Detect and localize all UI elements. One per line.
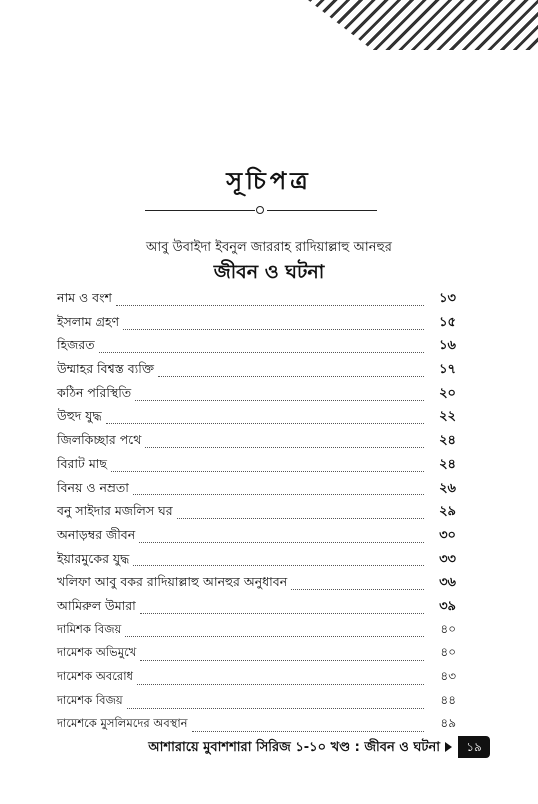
toc-entry-page: ৪০ <box>440 645 456 660</box>
toc-entry-page: ১৫ <box>439 314 456 330</box>
toc-entry-page: ২৯ <box>439 504 456 520</box>
toc-entry-label: দামেশক বিজয় <box>57 692 123 707</box>
section-subtitle: আবু উবাইদা ইবনুল জাররাহ রাদিয়াল্লাহু আনহুর <box>146 240 392 255</box>
toc-entry[interactable] <box>57 431 456 455</box>
toc-entry-page: ২৪ <box>439 456 456 472</box>
toc-entry-page: ২০ <box>439 385 456 401</box>
toc-entry-label: বনু সাইদার মজলিস ঘর <box>57 503 173 519</box>
corner-stripes-decoration <box>308 0 538 50</box>
dot-leader <box>140 651 424 661</box>
toc-entry-page: ৪৪ <box>440 692 456 707</box>
dot-leader <box>99 343 424 353</box>
toc-entry-page: ২৬ <box>439 480 456 496</box>
toc-entry[interactable] <box>57 360 456 384</box>
dot-leader <box>177 509 424 519</box>
toc-entry-label: ইয়ারমুকের যুদ্ধ <box>57 550 130 566</box>
toc-entry-label: আমিরুল উমারা <box>57 597 136 613</box>
footer-series-title: আশারায়ে মুবাশশারা সিরিজ ১-১০ খণ্ড : জীবন ও ঘটনা <box>148 740 440 755</box>
page-title: সূচিপত্র <box>226 167 312 195</box>
toc-entry[interactable] <box>57 550 456 574</box>
toc-entry[interactable] <box>57 313 456 337</box>
toc-entry-page: ৪০ <box>440 621 456 636</box>
dot-leader <box>192 722 424 732</box>
divider-line-left <box>145 210 255 211</box>
dot-leader <box>111 462 424 472</box>
toc-entry-label: অনাড়ম্বর জীবন <box>57 526 136 542</box>
dot-leader <box>145 438 424 448</box>
dot-leader <box>133 556 424 566</box>
toc-entry-label: জিলকিচ্ছার পথে <box>57 432 142 448</box>
toc-entry[interactable] <box>57 621 456 645</box>
toc-entry[interactable] <box>57 502 456 526</box>
toc-entry-label: বিনয় ও নম্রতা <box>57 479 129 495</box>
toc-entry-label: নাম ও বংশ <box>57 290 112 305</box>
page-number-badge: ১৯ <box>458 736 490 758</box>
divider-circle-ornament <box>256 206 264 214</box>
dot-leader <box>116 296 424 306</box>
title-divider <box>145 205 377 215</box>
toc-entry-label: দামেশকে মুসলিমদের অবস্থান <box>57 716 188 731</box>
toc-entry-label: দামেশক অবরোধ <box>57 669 133 683</box>
dot-leader <box>291 580 424 590</box>
toc-entry-label: কঠিন পরিস্থিতি <box>57 384 132 400</box>
toc-entry[interactable] <box>57 573 456 597</box>
toc-entry-page: ৩৯ <box>439 598 456 614</box>
toc-entry[interactable] <box>57 597 456 621</box>
toc-entry-label: উম্মাহর বিশ্বস্ত ব্যক্তি <box>57 361 154 377</box>
triangle-right-icon <box>445 742 452 752</box>
dot-leader <box>127 699 424 709</box>
toc-entry-page: ১৩ <box>439 291 456 306</box>
dot-leader <box>133 485 424 495</box>
toc-entry-label: উহুদ যুদ্ধ <box>57 408 102 424</box>
toc-entry[interactable] <box>57 644 456 668</box>
dot-leader <box>139 533 424 543</box>
divider-line-right <box>267 210 377 211</box>
toc-entry[interactable] <box>57 668 456 692</box>
toc-entry[interactable] <box>57 336 456 360</box>
dot-leader <box>106 414 424 424</box>
toc-entry[interactable] <box>57 479 456 503</box>
toc-entry-page: ১৭ <box>439 362 456 378</box>
toc-entry[interactable] <box>57 407 456 431</box>
toc-entry-label: খলিফা আবু বকর রাদিয়াল্লাহু আনহুর অনুধাবন <box>57 574 288 590</box>
toc-entry[interactable] <box>57 455 456 479</box>
toc-entry-page: ৪৯ <box>440 716 456 731</box>
dot-leader <box>125 627 424 637</box>
dot-leader <box>140 604 424 614</box>
toc-entry-page: ২৪ <box>439 433 456 449</box>
toc-entry-page: ১৬ <box>439 338 456 354</box>
toc-entry-label: দামিশক বিজয় <box>57 621 122 636</box>
dot-leader <box>137 675 424 685</box>
toc-entry-page: ৩৬ <box>439 575 456 591</box>
dot-leader <box>123 320 424 330</box>
toc-entry-page: ২২ <box>439 409 456 425</box>
section-heading: জীবন ও ঘটনা <box>213 261 325 283</box>
toc-entry-label: বিরাট মাছ <box>57 455 107 471</box>
toc-entry-page: ৩৩ <box>439 551 456 567</box>
dot-leader <box>135 391 424 401</box>
page-footer <box>0 736 538 758</box>
table-of-contents <box>57 289 456 739</box>
toc-entry-page: ৩০ <box>439 527 456 543</box>
toc-entry-page: ৪৩ <box>440 669 456 683</box>
toc-entry[interactable] <box>57 289 456 313</box>
toc-entry[interactable] <box>57 526 456 550</box>
toc-entry[interactable] <box>57 692 456 716</box>
dot-leader <box>158 367 424 377</box>
toc-entry-label: দামেশক অভিমুখে <box>57 645 137 660</box>
toc-entry[interactable] <box>57 384 456 408</box>
toc-entry-label: ইসলাম গ্রহণ <box>57 313 120 329</box>
toc-entry-label: হিজরত <box>57 337 95 353</box>
